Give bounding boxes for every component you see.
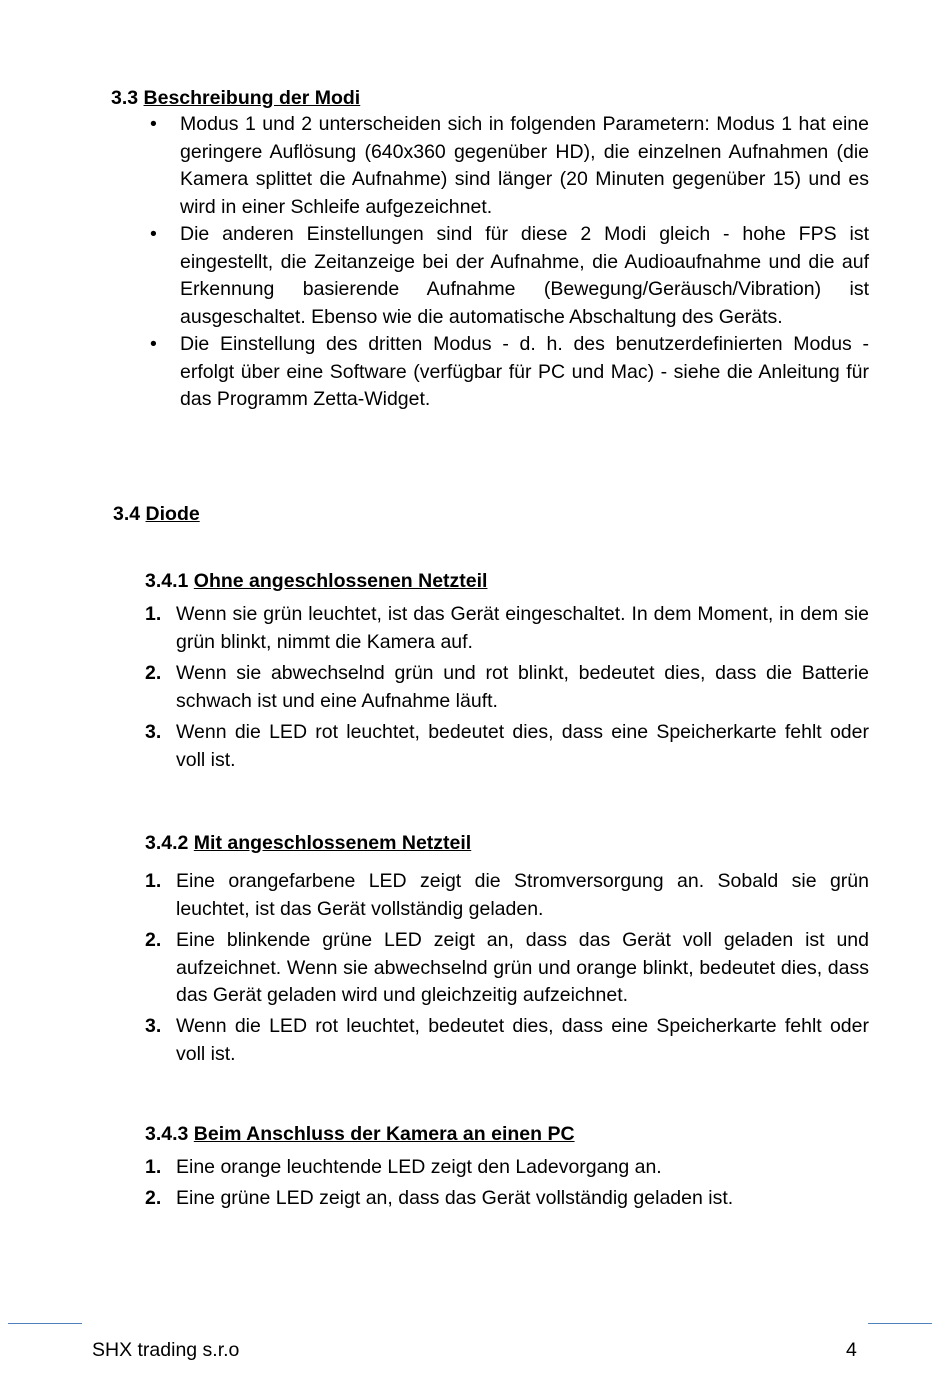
item-text: Wenn die LED rot leuchtet, bedeutet dies, dass eine Speicherkarte fehlt oder voll ist. xyxy=(176,1015,869,1065)
list-item xyxy=(145,601,869,656)
bullet-text: Die Einstellung des dritten Modus - d. h. des benutzerdefinierten Modus - erfolgt über eine Software (verfügbar für PC und Mac) - siehe die Anleitung für das Programm Zetta-Widget. xyxy=(180,333,869,411)
bullet-item xyxy=(150,111,869,221)
bullet-text: Die anderen Einstellungen sind für diese 2 Modi gleich - hohe FPS ist eingestellt, die Zeitanzeige bei der Aufnahme, die Audioaufnahme und die auf Erkennung basierende Aufnahme (Bewegung/Geräusch/Vibration) ist ausgeschaltet. Ebenso wie die automatische Abschaltung des Geräts. xyxy=(180,223,869,328)
item-number: 1. xyxy=(145,1156,162,1178)
bullet-text: Modus 1 und 2 unterscheiden sich in folgenden Parametern: Modus 1 hat eine geringere Auflösung (640x360 gegenüber HD), die einzelnen Aufnahmen (die Kamera splittet die Aufnahme) sind länger (20 Minuten gegenüber 15) und es wird in einer Schleife aufgezeichnet. xyxy=(180,113,869,218)
list-item xyxy=(145,1013,869,1068)
item-number: 2. xyxy=(145,1187,162,1209)
list-item xyxy=(145,868,869,923)
section-number: 3.4 xyxy=(113,503,141,525)
section-3-4-1-heading xyxy=(145,567,487,595)
section-3-4-3-heading xyxy=(145,1120,575,1148)
bullet-icon: • xyxy=(150,333,157,355)
section-title: Beschreibung der Modi xyxy=(143,87,361,109)
item-text: Eine grüne LED zeigt an, dass das Gerät vollständig geladen ist. xyxy=(176,1187,734,1209)
item-text: Eine orangefarbene LED zeigt die Stromversorgung an. Sobald sie grün leuchtet, ist das Gerät vollständig geladen. xyxy=(176,870,869,920)
section-number: 3.4.1 xyxy=(145,570,189,592)
list-item xyxy=(145,719,869,774)
list-item xyxy=(145,1154,869,1182)
page-number: 4 xyxy=(846,1339,857,1361)
item-number: 3. xyxy=(145,1015,162,1037)
section-number: 3.4.3 xyxy=(145,1123,189,1145)
item-text: Wenn sie grün leuchtet, ist das Gerät eingeschaltet. In dem Moment, in dem sie grün blinkt, nimmt die Kamera auf. xyxy=(176,603,869,653)
item-text: Wenn die LED rot leuchtet, bedeutet dies, dass eine Speicherkarte fehlt oder voll ist. xyxy=(176,721,869,771)
list-item xyxy=(145,927,869,1010)
section-3-3-heading xyxy=(111,84,360,112)
item-number: 2. xyxy=(145,929,162,951)
bullet-item xyxy=(150,221,869,331)
bullet-icon: • xyxy=(150,223,157,245)
section-title: Diode xyxy=(145,503,200,525)
item-text: Wenn sie abwechselnd grün und rot blinkt, bedeutet dies, dass die Batterie schwach ist und eine Aufnahme läuft. xyxy=(176,662,869,712)
bullet-item xyxy=(150,331,869,414)
footer-rule-left xyxy=(8,1323,82,1324)
section-3-4-2-heading xyxy=(145,829,471,857)
item-number: 1. xyxy=(145,870,162,892)
list-item xyxy=(145,1185,869,1213)
item-number: 2. xyxy=(145,662,162,684)
item-number: 3. xyxy=(145,721,162,743)
bullet-icon: • xyxy=(150,113,157,135)
item-text: Eine orange leuchtende LED zeigt den Ladevorgang an. xyxy=(176,1156,662,1178)
footer-company: SHX trading s.r.o xyxy=(92,1339,240,1361)
footer-rule-right xyxy=(868,1323,932,1324)
item-text: Eine blinkende grüne LED zeigt an, dass das Gerät voll geladen ist und aufzeichnet. Wenn sie abwechselnd grün und orange blinkt, bedeutet dies, dass das Gerät geladen wird und gleichzeitig aufzeichnet. xyxy=(176,929,869,1007)
section-title: Ohne angeschlossenen Netzteil xyxy=(193,570,488,592)
item-number: 1. xyxy=(145,603,162,625)
section-number: 3.4.2 xyxy=(145,832,189,854)
section-title: Beim Anschluss der Kamera an einen PC xyxy=(193,1123,575,1145)
section-title: Mit angeschlossenem Netzteil xyxy=(193,832,472,854)
section-number: 3.3 xyxy=(111,87,139,109)
list-item xyxy=(145,660,869,715)
section-3-4-heading xyxy=(113,500,200,528)
